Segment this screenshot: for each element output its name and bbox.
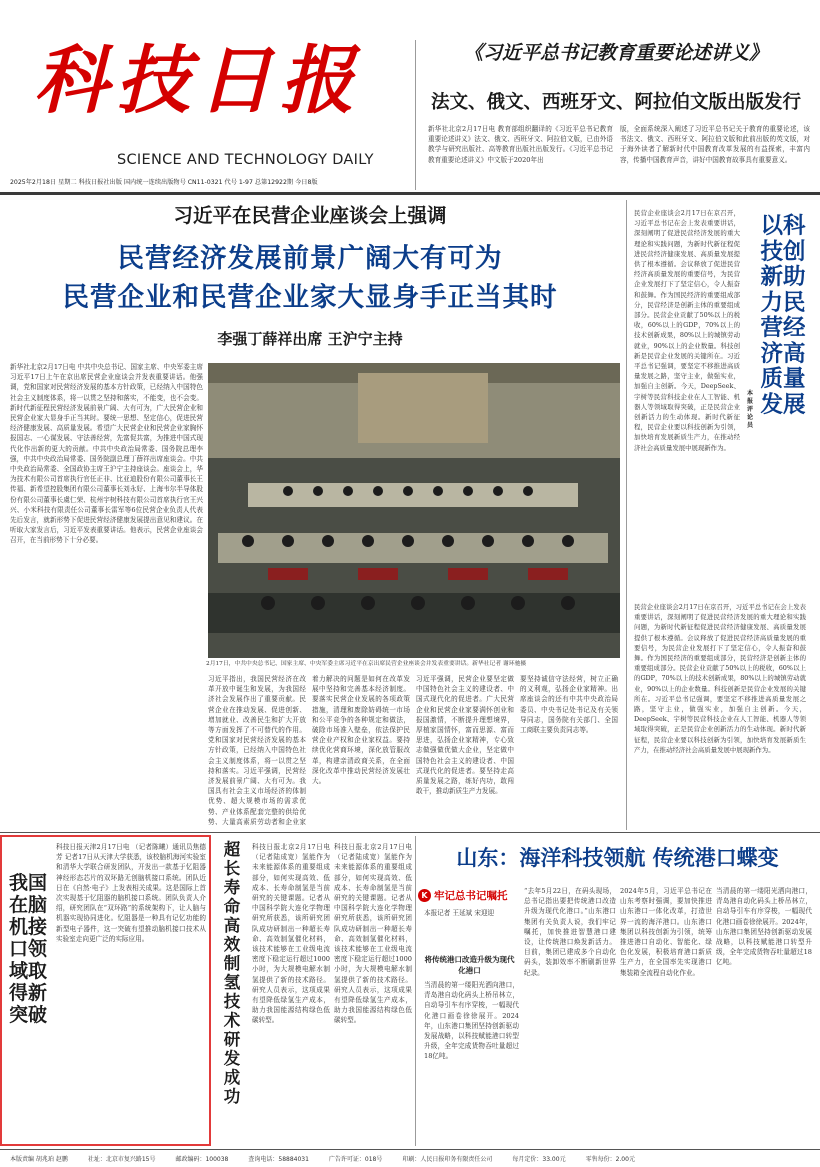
lead-column-4: 习近平强调，民营企业要坚定做中国特色社会主义的建设者、中国式现代化的促进者。广大民营企业和民营企业家要满怀创业和报国激情，不断提升理想境界，厚植家国情怀，富而思源、富而思进，弘扬企业家精神，专心致志做强做优做大企业，坚定做中国特色社会主义的建设者、中国式现代化的促进者。要坚持走高质量发展之路，练好内功，敢闯敢干，推动新质生产力发展。	[416, 675, 514, 796]
masthead-english-title: SCIENCE AND TECHNOLOGY DAILY	[117, 152, 374, 168]
lead-column-3: 着力解决的问题是如何在改革发展中坚持和完善基本经济制度。要落实民营企业发展的各项政策措施，清理和废除妨碍统一市场和公平竞争的各种规定和做法，破除市场准入壁垒，依法保护民营企业产权和企业家权益。要持续优化营商环境，深化放管服改革，构建亲清政商关系，在全面深化改革中推动民营经济发展壮大。	[312, 675, 410, 786]
teaser-headline-2: 法文、俄文、西班牙文、阿拉伯文版出版发行	[430, 92, 801, 113]
k-badge-icon: K	[418, 889, 431, 902]
story-brain-computer-title: 我国在脑机接口领域取得新突破	[8, 872, 47, 1026]
shandong-column-4: 当清晨的第一缕阳光洒向港口，青岛港自动化码头上桥吊林立，自动导引车有序穿梭，一幅现代化港口画卷徐徐展开。2024年，山东港口集团坚持创新驱动发展战略，以科技赋能港口转型升级，全年完成货物吞吐量超过18亿吨。	[716, 887, 812, 967]
section-rule	[0, 832, 820, 833]
lead-kicker: 习近平在民营企业座谈会上强调	[173, 204, 447, 227]
lead-column-1: 新华社北京2月17日电 中共中央总书记、国家主席、中央军委主席习近平17日上午在京出席民营企业座谈会并发表重要讲话。他强调，党和国家对民营经济发展的基本方针政策，已经纳入中国特色社会主义制度体系，将一以贯之坚持和落实，不能变，也不会变。新时代新征程民营经济发展前景广阔、大有可为，广大民营企业和民营企业家大显身手正当其时。要统一思想、坚定信心，促进民营经济健康发展、高质量发展。希望广大民营企业和民营企业家胸怀报国志、一心谋发展、守法善经营，先富促共富，为推进中国式现代化作出新的更大的贡献。中共中央政治局常委、国务院总理李强，中共中央政治局常委、国务院副总理丁薛祥出席座谈会。中共中央政治局常委、全国政协主席王沪宁主持座谈会。座谈会上，华为技术有限公司首席执行官任正非、比亚迪股份有限公司董事长王传福、新希望控股集团有限公司董事长刘永好、上海韦尔半导体股份有限公司董事长虞仁荣、杭州宇树科技有限公司首席执行官王兴兴、小米科技有限责任公司董事长雷军等6位民营企业负责人代表先后发言，就新形势下促进民营经济健康发展提出意见和建议。在听取大家发言后，习近平发表重要讲话。他表示，民营企业座谈会召开，在当前形势下十分必要。	[10, 363, 203, 545]
commentary-byline: 本报评论员	[746, 390, 754, 429]
lead-column-5: 要坚持诚信守法经营，树立正确的义利观，弘扬企业家精神。出席座谈会的还有中共中央政治局委员、中央书记处书记及有关领导同志，国务院有关部门、全国工商联主要负责同志等。	[520, 675, 618, 735]
lead-subhead: 李强丁薛祥出席 王沪宁主持	[217, 330, 403, 348]
teaser-headline-1: 《习近平总书记教育重要论述讲义》	[463, 42, 768, 64]
shandong-column-1: 当清晨的第一缕阳光洒向港口，青岛港自动化码头上桥吊林立，自动导引车有序穿梭，一幅现代化港口画卷徐徐展开。2024年，山东港口集团坚持创新驱动发展战略，以科技赋能港口转型升级，全年完成货物吞吐量超过18亿吨。	[424, 981, 519, 1061]
story-brain-computer-text: 科技日报天津2月17日电 （记者陈曦）通讯员焦德芳 记者17日从天津大学获悉，该校脑机海河实验室和清华大学联合研发团队，开发出一款基于忆阻器神经形态芯片的双环路无创脑机接口系统。团队近日在《自然·电子》上发表相关成果。这是国际上首次实现基于忆阻器的脑机接口系统。团队负责人介绍，研究团队在“双环路”的系统架构下，让人脑与机器实现协同进化。忆阻器是一种具有记忆功能的新型电子器件，这一突破有望推动脑机接口技术从实验室走向更广泛的实际应用。	[56, 843, 206, 943]
footer-item: 印刷：人民日报印务有限责任公司	[402, 1156, 493, 1163]
meeting-photo-illustration	[208, 363, 620, 658]
story-hydrogen-text-2: 科技日报北京2月17日电 （记者陆成宽）氢能作为未来能源体系的重要组成部分，如何实现高效、低成本、长寿命制氢是当前研究的关键课题。记者从中国科学院大连化学物理研究所获悉，该所研究团队成功研制出一种超长寿命、高效制氢催化材料，该技术能够在工业级电流密度下稳定运行超过1000小时，为大规模电解水制氢提供了新的技术路径。研究人员表示，这项成果有望降低绿氢生产成本，助力我国能源结构绿色低碳转型。	[334, 843, 412, 1025]
story-hydrogen-text-1: 科技日报北京2月17日电 （记者陆成宽）氢能作为未来能源体系的重要组成部分，如何实现高效、低成本、长寿命制氢是当前研究的关键课题。记者从中国科学院大连化学物理研究所获悉，该所研究团队成功研制出一种超长寿命、高效制氢催化材料，该技术能够在工业级电流密度下稳定运行超过1000小时，为大规模电解水制氢提供了新的技术路径。研究人员表示，这项成果有望降低绿氢生产成本，助力我国能源结构绿色低碳转型。	[252, 843, 330, 1025]
story-hydrogen-title: 超长寿命高效制氢技术研发成功	[223, 840, 241, 1106]
footer-item: 每月定价：33.00元	[512, 1156, 566, 1163]
footer-item: 查询电话：58884031	[248, 1156, 309, 1163]
divider	[415, 40, 416, 190]
shandong-column-3: 2024年5月，习近平总书记在山东考察时强调，要加快推进山东港口一体化改革，打造世界一流的海洋港口。山东港口集团以科技创新为引领，统筹推进港口自动化、智能化、绿色化发展，积极培育港口新质生产力，在全国率先实现港口集装箱全流程自动化作业。	[620, 887, 712, 977]
footer-item: 本版责编 胡兆珀 赵鹏	[10, 1156, 68, 1163]
teaser-column-2: 版，全面系统深入阐述了习近平总书记关于教育的重要论述，该书法文、俄文、西班牙文、阿拉伯文版和此前出版的英文版，对于海外读者了解新时代中国教育改革发展的有益探索，丰富内容，传播中国教育声音，讲好中国教育故事具有重要意义。	[620, 125, 810, 164]
lead-column-2: 习近平指出，我国民营经济在改革开放中诞生和发展，为我国经济社会发展作出了重要贡献。民营企业在推动发展、促进创新、增加就业、改善民生和扩大开放等方面发挥了不可替代的作用。党和国家对民营经济发展的基本方针政策，已经纳入中国特色社会主义制度体系，将一以贯之坚持和落实。习近平强调，民营经济发展前景广阔、大有可为。我国具有社会主义市场经济的体制优势、超大规模市场的需求优势、产业体系配套完整的供给优势、大量高素质劳动者和企业家	[208, 675, 306, 826]
issue-info-line: 2025年2月18日 星期二 科技日报社出版 国内统一连续出版物号 CN11-0321 代号 1-97 总第12922期 今日8版	[10, 179, 318, 186]
footer-item: 邮政编码：100038	[175, 1156, 229, 1163]
masthead-title: 科技日报	[34, 38, 362, 124]
column-tag	[418, 887, 513, 903]
column-tag-label: 牢记总书记嘱托	[434, 889, 508, 902]
lead-headline-line-1: 民营经济发展前景广阔大有可为	[117, 243, 503, 274]
shandong-headline: 山东：海洋科技领航 传统港口蝶变	[456, 845, 779, 870]
footer	[0, 1150, 820, 1167]
footer-item: 零售每份：2.00元	[585, 1156, 635, 1163]
commentary-column-1: 民营企业座谈会2月17日在京召开，习近平总书记在会上发表重要讲话，深刻阐明了促进民营经济发展的重大理论和实践问题，为新时代新征程促进民营经济健康发展、高质量发展提供了根本遵循。会议释放了促进民营经济高质量发展的重要信号，为民营企业发展打下了坚定信心，令人振奋和鼓舞。作为国民经济的重要组成部分，民营经济是创新主体的重要组成部分。民营企业贡献了50%以上的税收，60%以上的GDP，70%以上的技术创新成果，80%以上的城镇劳动就业，90%以上的企业数量。科技创新是民营企业发展的关键所在。习近平总书记强调，要坚定不移推进高质量发展之路，坚守主业，做强实业，加强自主创新。今天，DeepSeek、宇树等民营科技企业在人工智能、机器人等领域取得突破，正是民营企业创新活力的生动体现。新时代新征程，民营企业要以科技创新为引领，加快培育发展新质生产力，在推动经济社会高质量发展中展现新作为。	[634, 209, 740, 452]
divider	[626, 200, 627, 830]
footer-item: 社址：北京市复兴路15号	[87, 1156, 156, 1163]
teaser-column-1: 新华社北京2月17日电 教育部组织翻译的《习近平总书记教育重要论述讲义》法文、俄文、西班牙文、阿拉伯文版，已由外语教学与研究出版社、高等教育出版社出版发行。《习近平总书记教育重要论述讲义》中文版于2020年出	[428, 125, 613, 164]
shandong-byline: 本报记者 王延斌 宋迎迎	[424, 909, 495, 917]
divider	[415, 836, 416, 1146]
shandong-subhead: 将传统港口改造升级为现代化港口	[424, 955, 515, 975]
shandong-column-2: “去年5月22日，在码头现场，总书记指出要把传统港口改造升级为现代化港口。”山东港口集团有关负责人说，我们牢记嘱托，加快推进智慧港口建设，让传统港口焕发新活力。目前，集团已建成多个自动化码头，装卸效率不断刷新世界纪录。	[524, 887, 616, 977]
footer-item: 广告许可证：018号	[328, 1156, 383, 1163]
lead-headline-line-2: 民营企业和民营企业家大显身手正当其时	[62, 282, 558, 313]
commentary-column-2: 民营企业座谈会2月17日在京召开，习近平总书记在会上发表重要讲话，深刻阐明了促进民营经济发展的重大理论和实践问题，为新时代新征程促进民营经济健康发展、高质量发展提供了根本遵循。会议释放了促进民营经济高质量发展的重要信号，为民营企业发展打下了坚定信心，令人振奋和鼓舞。作为国民经济的重要组成部分，民营经济是创新主体的重要组成部分。民营企业贡献了50%以上的税收，60%以上的GDP，70%以上的技术创新成果，80%以上的城镇劳动就业，90%以上的企业数量。科技创新是民营企业发展的关键所在。习近平总书记强调，要坚定不移推进高质量发展之路，坚守主业，做强实业，加强自主创新。今天，DeepSeek、宇树等民营科技企业在人工智能、机器人等领域取得突破，正是民营企业创新活力的生动体现。新时代新征程，民营企业要以科技创新为引领，加快培育发展新质生产力，在推动经济社会高质量发展中展现新作为。	[634, 603, 806, 754]
masthead-rule	[0, 192, 820, 195]
commentary-title: 以科技创新助力民营经济高质量发展	[760, 213, 806, 418]
lead-photo	[208, 363, 620, 658]
photo-caption: 2月17日，中共中央总书记、国家主席、中央军委主席习近平在京出席民营企业座谈会并发表重要讲话。新华社记者 谢环驰摄	[206, 661, 527, 667]
